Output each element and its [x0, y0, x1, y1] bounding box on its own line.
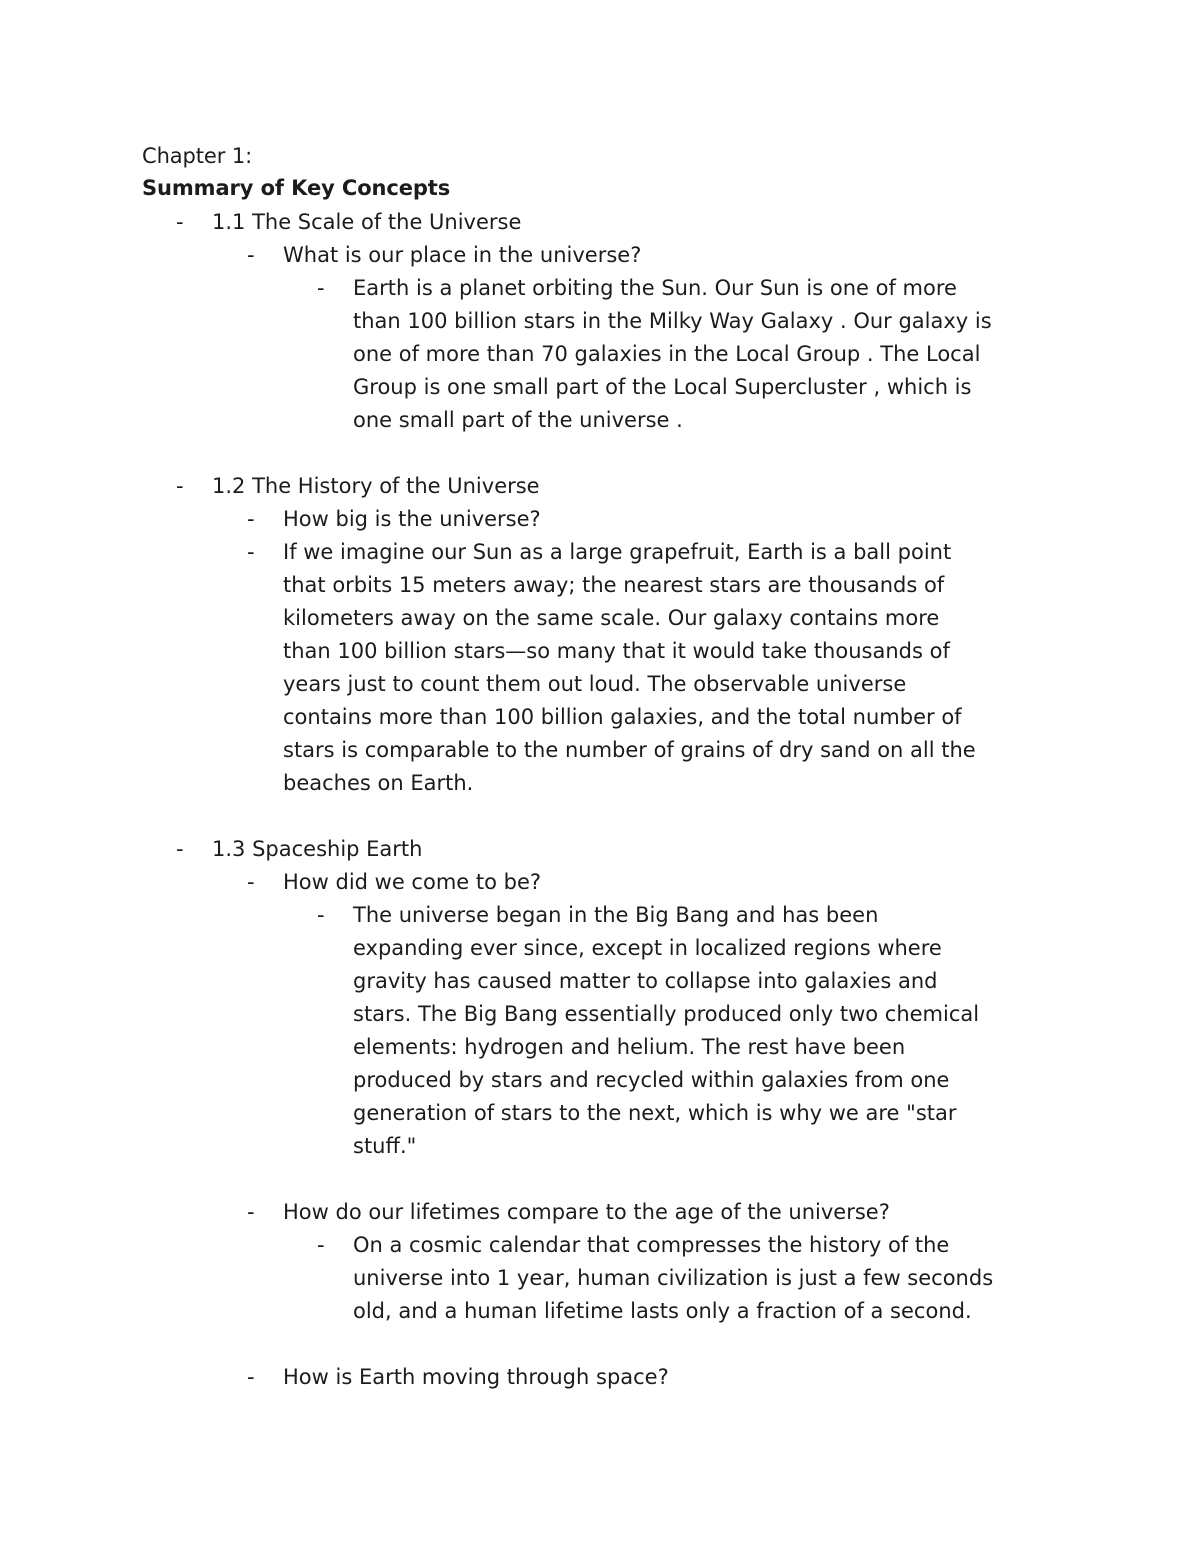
- answer-line: old, and a human lifetime lasts only a fraction of a second.: [353, 1299, 972, 1323]
- answer-line: years just to count them out loud. The observable universe: [283, 672, 907, 696]
- answer-line: generation of stars to the next, which is why we are "star: [353, 1101, 957, 1125]
- answer-line: gravity has caused matter to collapse into galaxies and: [353, 969, 938, 993]
- answer-paragraph: [353, 899, 979, 1163]
- bullet: -: [247, 507, 255, 531]
- summary-heading: Summary of Key Concepts: [142, 176, 451, 200]
- answer-line: stuff.": [353, 1134, 417, 1158]
- answer-line: beaches on Earth.: [283, 771, 474, 795]
- answer-line: one of more than 70 galaxies in the Local Group . The Local: [353, 342, 981, 366]
- answer-line: kilometers away on the same scale. Our galaxy contains more: [283, 606, 940, 630]
- question-text: What is our place in the universe?: [283, 243, 642, 267]
- bullet: -: [247, 870, 255, 894]
- chapter-label: Chapter 1:: [142, 144, 253, 168]
- bullet: -: [317, 276, 325, 300]
- section-title: 1.2 The History of the Universe: [212, 474, 540, 498]
- answer-line: The universe began in the Big Bang and has been: [353, 903, 879, 927]
- answer-line: stars. The Big Bang essentially produced only two chemical: [353, 1002, 980, 1026]
- answer-paragraph: [283, 536, 976, 800]
- answer-line: than 100 billion stars in the Milky Way Galaxy . Our galaxy is: [353, 309, 992, 333]
- answer-line: stars is comparable to the number of grains of dry sand on all the: [283, 738, 976, 762]
- answer-paragraph: [353, 272, 992, 437]
- answer-line: Earth is a planet orbiting the Sun. Our Sun is one of more: [353, 276, 957, 300]
- bullet: -: [176, 837, 184, 861]
- bullet: -: [247, 1365, 255, 1389]
- question-text: How do our lifetimes compare to the age of the universe?: [283, 1200, 890, 1224]
- answer-line: produced by stars and recycled within galaxies from one: [353, 1068, 950, 1092]
- answer-line: than 100 billion stars—so many that it would take thousands of: [283, 639, 950, 663]
- answer-line: that orbits 15 meters away; the nearest stars are thousands of: [283, 573, 945, 597]
- answer-line: expanding ever since, except in localized regions where: [353, 936, 942, 960]
- bullet: -: [317, 903, 325, 927]
- section-title: 1.3 Spaceship Earth: [212, 837, 423, 861]
- bullet: -: [176, 210, 184, 234]
- bullet: -: [176, 474, 184, 498]
- bullet: -: [247, 1200, 255, 1224]
- bullet: -: [247, 540, 255, 564]
- bullet: -: [247, 243, 255, 267]
- question-text: How did we come to be?: [283, 870, 542, 894]
- question-text: How big is the universe?: [283, 507, 541, 531]
- question-text: How is Earth moving through space?: [283, 1365, 669, 1389]
- answer-line: universe into 1 year, human civilization is just a few seconds: [353, 1266, 994, 1290]
- answer-paragraph: [353, 1229, 993, 1328]
- answer-line: Group is one small part of the Local Supercluster , which is: [353, 375, 972, 399]
- answer-line: On a cosmic calendar that compresses the history of the: [353, 1233, 950, 1257]
- bullet: -: [317, 1233, 325, 1257]
- answer-line: one small part of the universe .: [353, 408, 683, 432]
- section-title: 1.1 The Scale of the Universe: [212, 210, 522, 234]
- answer-line: contains more than 100 billion galaxies, and the total number of: [283, 705, 962, 729]
- answer-line: If we imagine our Sun as a large grapefruit, Earth is a ball point: [283, 540, 952, 564]
- answer-line: elements: hydrogen and helium. The rest have been: [353, 1035, 906, 1059]
